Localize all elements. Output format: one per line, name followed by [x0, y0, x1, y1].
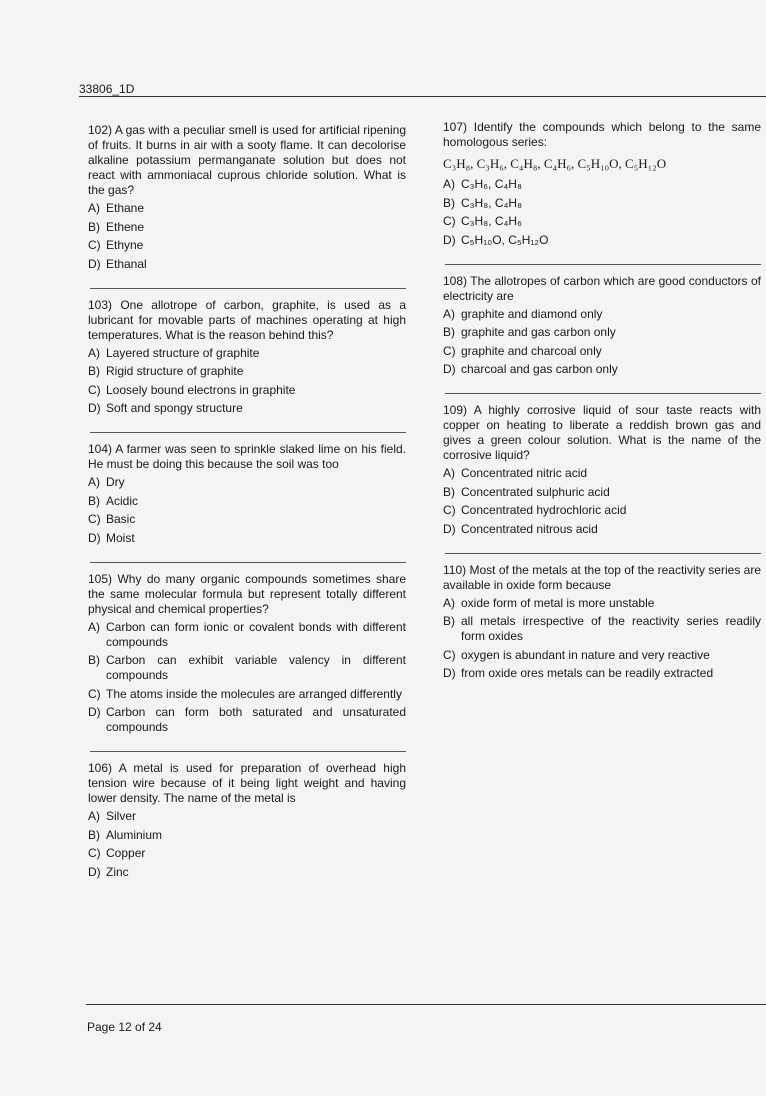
option-b	[88, 364, 406, 379]
option-label: C)	[88, 512, 101, 526]
page-number: Page 12 of 24	[87, 1020, 162, 1034]
option-text: Moist	[106, 530, 135, 545]
option-b	[88, 220, 406, 235]
option-text: Soft and spongy structure	[106, 401, 243, 415]
option-label: C)	[443, 647, 456, 662]
option-text: Aluminium	[106, 827, 163, 842]
question-body: A highly corrosive liquid of sour taste reacts with copper on heating to liberate a reddish brown gas and gives a green colour solution. What is the name of the corrosive liquid?	[443, 403, 761, 462]
option-label: B)	[443, 484, 455, 499]
question-separator	[445, 264, 761, 265]
option-label: A)	[88, 345, 100, 360]
question-text	[88, 761, 406, 806]
option-text: C₃H₈, C₄H₈	[461, 195, 523, 210]
option-text: all metals irrespective of the reactivity series readily form oxides	[461, 614, 761, 643]
question-number: 106)	[88, 761, 113, 775]
question-109	[443, 403, 761, 537]
question-body: Why do many organic compounds sometimes share the same molecular formula but represent totally different physical and chemical properties?	[88, 571, 406, 616]
option-a	[443, 177, 761, 192]
option-label: A)	[443, 177, 455, 191]
option-label: D)	[88, 530, 101, 545]
option-label: B)	[443, 614, 455, 628]
option-label: A)	[443, 466, 455, 480]
option-label: D)	[88, 256, 101, 271]
question-106	[88, 761, 406, 880]
option-text: Basic	[106, 512, 136, 526]
option-text: Concentrated sulphuric acid	[461, 484, 610, 499]
question-text	[88, 123, 406, 198]
option-b	[443, 485, 761, 500]
question-separator	[90, 751, 406, 752]
question-number: 110)	[443, 562, 467, 577]
option-c	[443, 648, 761, 663]
option-c	[443, 214, 761, 229]
option-text: oxide form of metal is more unstable	[461, 595, 655, 610]
question-body: Most of the metals at the top of the reactivity series are available in oxide form because	[443, 562, 761, 592]
header-rule	[79, 96, 766, 97]
option-text: Loosely bound electrons in graphite	[106, 382, 296, 397]
option-b	[88, 828, 406, 843]
option-text: graphite and diamond only	[461, 306, 603, 321]
option-label: D)	[88, 864, 101, 879]
option-text: Carbon can form ionic or covalent bonds with different compounds	[106, 619, 406, 649]
question-separator	[90, 288, 406, 289]
footer-rule	[86, 1004, 766, 1005]
option-text: oxygen is abundant in nature and very reactive	[461, 647, 710, 662]
paper-code: 33806_1D	[79, 82, 135, 96]
option-a	[88, 201, 406, 216]
question-separator	[90, 562, 406, 563]
question-separator	[90, 432, 406, 433]
question-body: One allotrope of carbon, graphite, is used as a lubricant for movable parts of machines operating at high temperatures. What is the reason behind this?	[88, 297, 406, 342]
question-text	[443, 403, 761, 463]
option-label: C)	[88, 686, 101, 701]
option-label: C)	[88, 382, 101, 397]
question-104	[88, 442, 406, 546]
option-b	[443, 614, 761, 644]
option-a	[443, 466, 761, 481]
option-d	[88, 531, 406, 546]
option-text: Dry	[106, 475, 125, 489]
question-103	[88, 298, 406, 417]
option-a	[88, 809, 406, 824]
option-label: C)	[88, 238, 101, 252]
option-text: The atoms inside the molecules are arranged differently	[106, 686, 402, 701]
question-separator	[445, 553, 761, 554]
option-text: Ethane	[106, 201, 145, 215]
question-body: Identify the compounds which belong to the same homologous series:	[443, 120, 761, 149]
option-b	[88, 653, 406, 683]
option-text: Zinc	[106, 864, 129, 879]
option-a	[88, 620, 406, 650]
question-number: 104)	[88, 442, 113, 456]
question-number: 105)	[88, 571, 113, 586]
option-label: D)	[443, 521, 456, 536]
question-body: A farmer was seen to sprinkle slaked lime on his field. He must be doing this because the soil was too	[88, 442, 407, 471]
option-text: Concentrated hydrochloric acid	[461, 503, 627, 517]
option-label: C)	[88, 846, 101, 860]
option-text: Acidic	[106, 493, 139, 508]
option-label: A)	[88, 201, 100, 215]
question-number: 109)	[443, 403, 468, 417]
question-body: The allotropes of carbon which are good conductors of electricity are	[443, 273, 761, 303]
option-label: C)	[443, 214, 456, 228]
option-c	[88, 687, 406, 702]
option-a	[88, 346, 406, 361]
option-a	[443, 596, 761, 611]
question-body: A gas with a peculiar smell is used for artificial ripening of fruits. It burns in air with a sooty flame. It can decolorise alkaline potassium permanganate solution but does not react with ammoniacal cuprous chloride solution. What is the gas?	[88, 123, 406, 197]
option-c	[88, 383, 406, 398]
option-d	[443, 522, 761, 537]
question-number: 108)	[443, 273, 468, 288]
option-d	[88, 257, 406, 272]
option-label: B)	[88, 493, 100, 508]
option-label: A)	[443, 306, 455, 321]
option-label: A)	[88, 809, 100, 823]
option-c	[443, 503, 761, 518]
option-label: C)	[443, 503, 456, 517]
option-label: B)	[88, 364, 100, 378]
question-102	[88, 123, 406, 272]
question-110	[443, 563, 761, 682]
formula-list: C₃H₈, C₃H₆, C₄H₈, C₄H₆, C₅H₁₀O, C₅H₁₂O	[443, 156, 667, 171]
option-text: Silver	[106, 809, 137, 823]
option-label: C)	[443, 343, 456, 358]
option-c	[88, 512, 406, 527]
option-b	[443, 325, 761, 340]
option-d	[443, 362, 761, 377]
option-c	[88, 846, 406, 861]
question-105	[88, 572, 406, 736]
option-text: graphite and gas carbon only	[461, 325, 616, 339]
option-label: B)	[443, 195, 455, 210]
option-text: Concentrated nitrous acid	[461, 521, 598, 536]
option-label: B)	[443, 325, 455, 339]
option-label: A)	[88, 619, 100, 634]
option-text: Ethyne	[106, 238, 144, 252]
option-label: A)	[88, 475, 100, 489]
question-number: 103)	[88, 297, 113, 312]
option-d	[88, 865, 406, 880]
question-107	[443, 120, 761, 248]
question-body: A metal is used for preparation of overhead high tension wire because of it being light weight and having lower density. The name of the metal is	[88, 761, 406, 805]
question-separator	[445, 393, 761, 394]
option-text: C₃H₈, C₄H₆	[461, 214, 522, 228]
question-text	[443, 563, 761, 593]
option-label: D)	[88, 705, 101, 719]
option-text: Carbon can form both saturated and unsaturated compounds	[106, 705, 406, 734]
question-text	[88, 298, 406, 343]
option-a	[443, 307, 761, 322]
option-text: C₅H₁₀O, C₅H₁₂O	[461, 232, 549, 247]
option-d	[88, 401, 406, 416]
option-text: Ethene	[106, 219, 145, 234]
question-text	[88, 572, 406, 617]
option-text: Copper	[106, 846, 146, 860]
option-label: D)	[443, 666, 456, 680]
option-d	[443, 233, 761, 248]
option-label: A)	[443, 595, 455, 610]
question-number: 107)	[443, 120, 468, 134]
option-label: D)	[443, 232, 456, 247]
option-label: D)	[88, 401, 101, 415]
option-d	[88, 705, 406, 735]
option-label: B)	[88, 653, 100, 667]
option-text: Carbon can exhibit variable valency in different compounds	[106, 653, 406, 682]
option-c	[443, 344, 761, 359]
option-label: B)	[88, 219, 100, 234]
option-label: D)	[443, 362, 456, 376]
option-a	[88, 475, 406, 490]
option-d	[443, 666, 761, 681]
option-label: B)	[88, 827, 100, 842]
right-column	[443, 120, 761, 685]
question-text	[443, 274, 761, 304]
option-c	[88, 238, 406, 253]
option-text: from oxide ores metals can be readily extracted	[461, 666, 714, 680]
option-text: graphite and charcoal only	[461, 343, 602, 358]
left-column	[88, 123, 406, 883]
question-text	[443, 120, 761, 150]
option-b	[88, 494, 406, 509]
question-number: 102)	[88, 123, 113, 137]
option-text: Rigid structure of graphite	[106, 364, 244, 378]
option-text: C₃H₆, C₄H₈	[461, 177, 522, 191]
option-b	[443, 196, 761, 211]
option-text: Concentrated nitric acid	[461, 466, 588, 480]
option-text: Layered structure of graphite	[106, 345, 260, 360]
option-text: Ethanal	[106, 256, 147, 271]
option-text: charcoal and gas carbon only	[461, 362, 618, 376]
question-108	[443, 274, 761, 378]
question-text	[88, 442, 406, 472]
